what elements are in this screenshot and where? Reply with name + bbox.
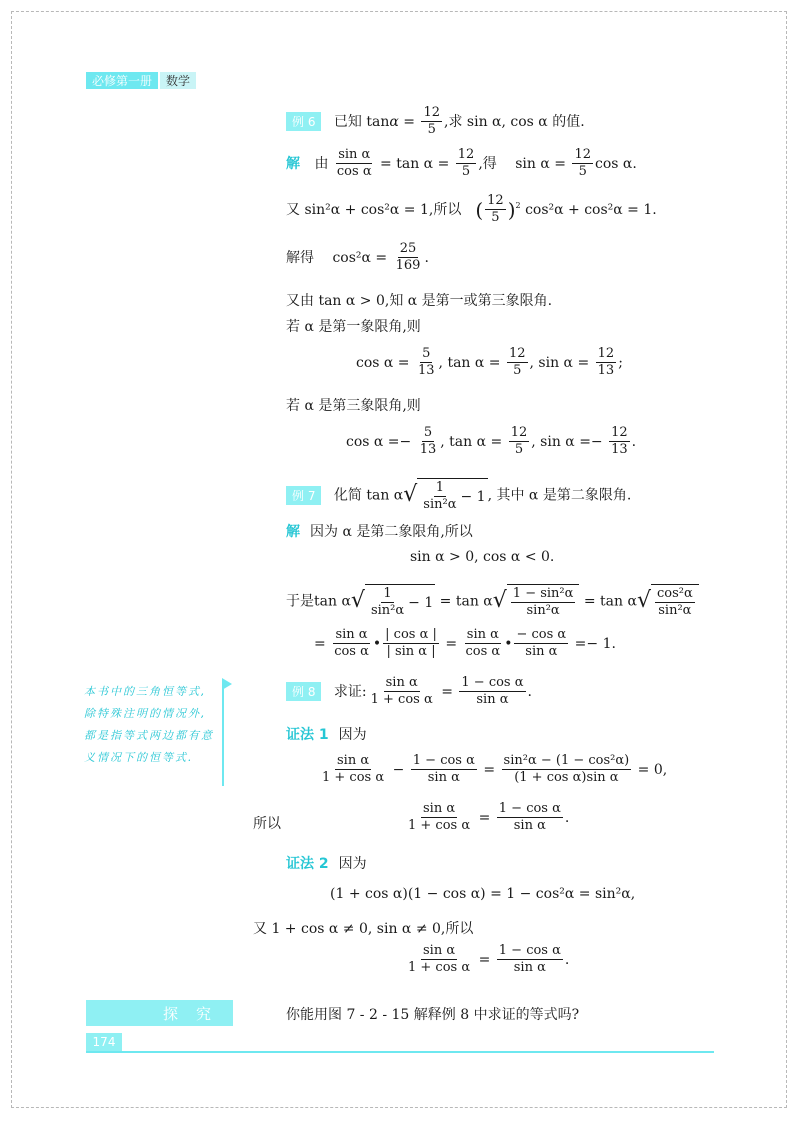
example-6-badge: 例 6 [286,112,321,131]
proof-1-keyword: 证法 1 [286,727,329,743]
proof-1-heading: 证法 1 因为 [286,727,367,743]
explore-label: 探究 [86,1000,233,1026]
side-note-marker [222,678,232,690]
example-6-solution-line-3: 解得 cos²α = $\frac{25}{169}$ . [286,241,429,274]
example-6-quadrant-3-values: cos α =− $\frac{5}{13}$ , tan α = $\frac{12}{5}$ , sin α =− $\frac{12}{13}$ . [346,425,637,458]
proof-1-conclusion: $\frac{\text{sin α}}{\text{1 + cos α}}$ = $\frac{\text{1 − cos α}}{\text{sin α}}$ . [408,801,570,834]
fraction: $\frac{12}{5}$ [423,105,441,138]
example-7-step-2: = $\frac{\text{sin α}}{\text{cos α}}$ • $\frac{\text{| cos α |}}{\text{| sin α |}}$ = $\frac{\text{sin α}}{\text{cos α}}$ • $\frac{\text{− cos α}}{\text{sin α}}$ =− 1. [314,627,616,660]
example-6-quadrant-1-values: cos α = $\frac{5}{13}$ , tan α = $\frac{12}{5}$ , sin α = $\frac{12}{13}$ ; [356,346,623,379]
proof-2-heading: 证法 2 因为 [286,856,367,872]
example-6-solution-line-2: 又 sin²α + cos²α = 1,所以 ( $\frac{12}{5}$ )$^2$ cos²α + cos²α = 1. [286,193,657,226]
example-6-solution-line-6: 若 α 是第三象限角,则 [286,398,421,414]
proof-1-so: 所以 [253,816,281,832]
proof-2-conclusion: $\frac{\text{sin α}}{\text{1 + cos α}}$ = $\frac{\text{1 − cos α}}{\text{sin α}}$ . [408,943,570,976]
solution-keyword: 解 [286,155,300,172]
example-6-solution-line-4: 又由 tan α > 0,知 α 是第一或第三象限角. [286,293,553,309]
sqrt-expression: √ $\frac{1}{\text{sin²α}}$ − 1 [403,480,486,513]
example-6-heading: 例 6 已知 tanα = $\frac{12}{5}$ ,求 sin α, cos α 的值. [286,106,585,138]
example-7-heading: 例 7 化简 tan α √ $\frac{1}{\text{sin²α}}$ − 1 , 其中 α 是第二象限角. [286,478,631,513]
explore-question: 你能用图 7 - 2 - 15 解释例 8 中求证的等式吗? [286,1007,580,1023]
footer-rule [86,1033,714,1053]
side-note-bar [218,684,224,786]
example-6-solution-line-1: 解 由 $\frac{\text{sin α}}{\text{cos α}}$ = tan α = $\frac{12}{5}$ ,得 sin α = $\frac{12}{5}$ cos α. [286,147,637,180]
example-8-badge: 例 8 [286,682,321,701]
example-7-badge: 例 7 [286,486,321,505]
page-number: 174 [86,1033,122,1051]
subject-label: 数学 [160,72,196,89]
solution-keyword: 解 [286,524,300,540]
example-7-solution-line-1: 解 因为 α 是第二象限角,所以 [286,524,473,540]
example-7-inequalities: sin α > 0, cos α < 0. [410,549,555,565]
proof-2-keyword: 证法 2 [286,856,329,872]
book-header-tag [86,72,196,88]
proof-2-condition: 又 1 + cos α ≠ 0, sin α ≠ 0,所以 [253,921,474,937]
example-7-step-1: 于是tan α √ $\frac{1}{\text{sin²α}}$ − 1 = tan α √ $\frac{\text{1 − sin²α}}{\text{sin²α}}$ = tan α √ $\frac{\text{cos²α}}{\text{sin²α}}$ [286,584,699,619]
side-note: 本书中的三角恒等式,除特殊注明的情况外,都是指等式两边都有意义情况下的恒等式. [84,685,214,764]
example-8-heading: 例 8 求证: $\frac{\text{sin α}}{\text{1 + cos α}}$ = $\frac{\text{1 − cos α}}{\text{sin α}}$ . [286,676,532,708]
example-6-solution-line-5: 若 α 是第一象限角,则 [286,319,421,335]
proof-1-equation: $\frac{\text{sin α}}{\text{1 + cos α}}$ − $\frac{\text{1 − cos α}}{\text{sin α}}$ = $\frac{\text{sin²α − (1 − cos²α)}}{\text{(1 + cos α)sin α}}$ = 0, [322,753,668,786]
proof-2-line: (1 + cos α)(1 − cos α) = 1 − cos²α = sin²α, [330,886,636,902]
volume-label: 必修第一册 [86,72,158,89]
